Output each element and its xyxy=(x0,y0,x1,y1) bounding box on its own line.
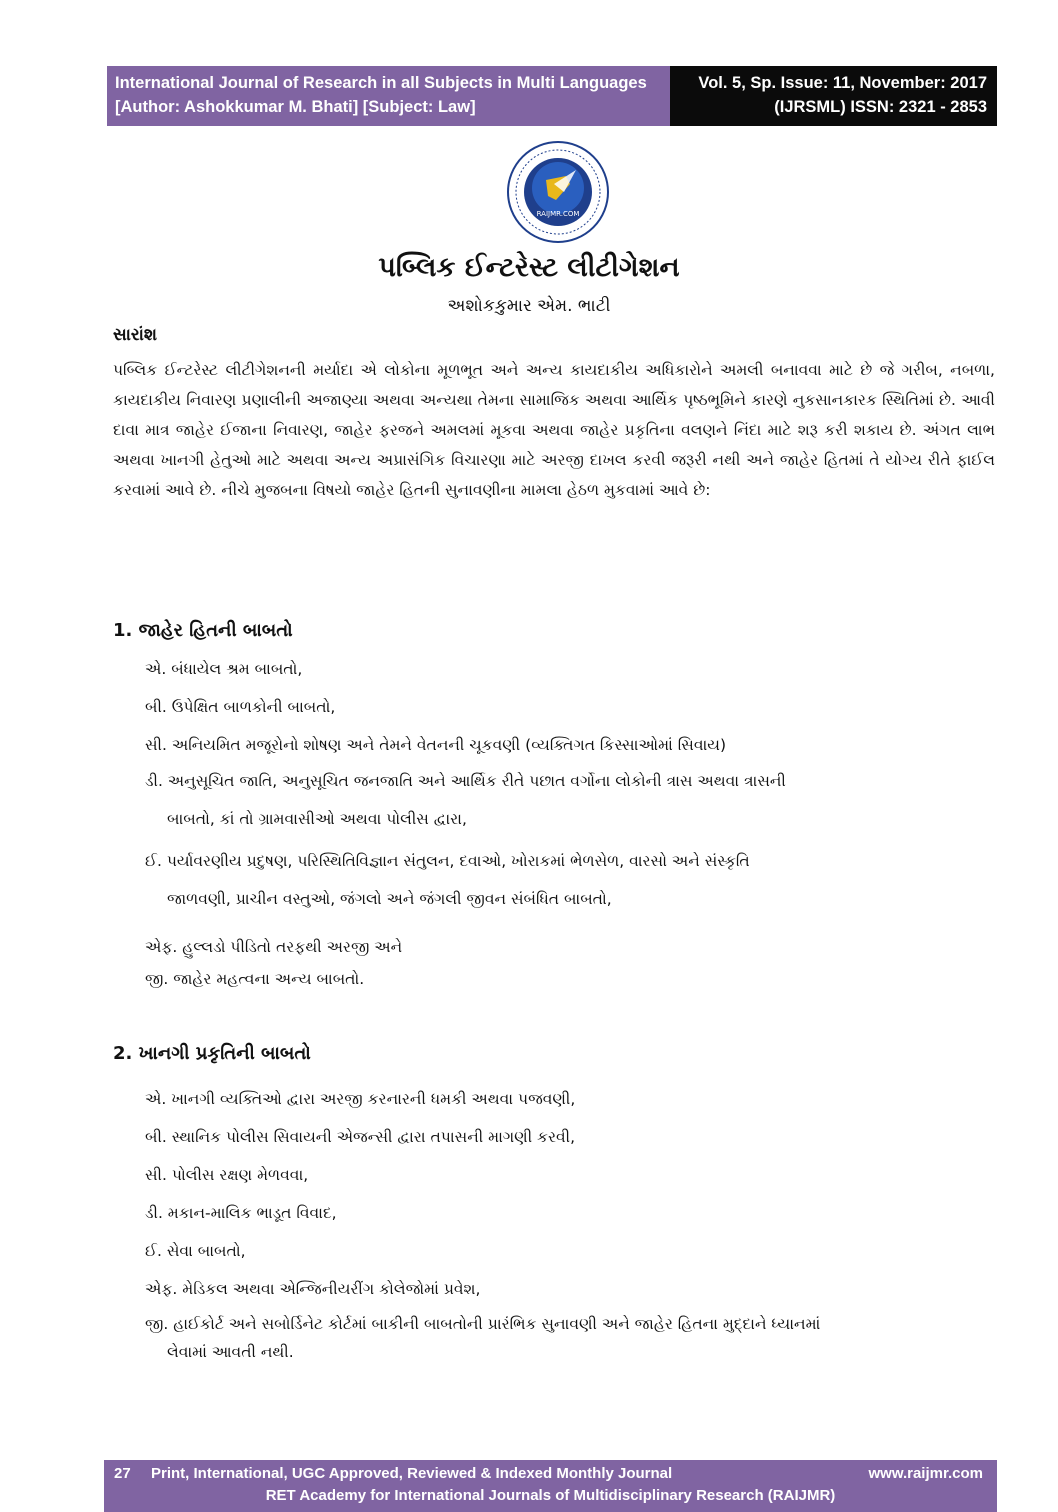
list-item xyxy=(145,766,997,834)
footer-url[interactable]: www.raijmr.com xyxy=(868,1465,983,1482)
page-footer xyxy=(104,1460,997,1512)
list-item: ડી. મકાન-માલિક ભાડૂત વિવાદ, xyxy=(145,1204,337,1222)
page-number: 27 xyxy=(114,1465,131,1482)
abstract-heading: સારાંશ xyxy=(113,325,157,345)
journal-name: International Journal of Research in all Subjects in Multi Languages xyxy=(115,74,647,92)
logo-text: RAIJMR.COM xyxy=(536,210,580,218)
header-left xyxy=(107,66,670,126)
list-item: સી. પોલીસ રક્ષણ મેળવવા, xyxy=(145,1166,309,1184)
list-item: બી. ઉપેક્ષિત બાળકોની બાબતો, xyxy=(145,698,336,716)
list-item xyxy=(145,846,997,914)
footer-journal-type: Print, International, UGC Approved, Reviewed & Indexed Monthly Journal xyxy=(151,1465,673,1482)
section-2-heading: 2. ખાનગી પ્રકૃતિની બાબતો xyxy=(113,1043,311,1064)
list-item: એફ. મેડિકલ અથવા એન્જિનીયરીંગ કોલેજોમાં પ્રવેશ, xyxy=(145,1280,481,1298)
section-1-heading: 1. જાહેર હિતની બાબતો xyxy=(113,620,293,641)
journal-logo xyxy=(506,140,610,244)
list-item-continuation: જાળવણી, પ્રાચીન વસ્તુઓ, જંગલો અને જંગલી જીવન સંબંધિત બાબતો, xyxy=(167,890,612,908)
list-item-text: ઈ. પર્યાવરણીય પ્રદુષણ, પરિસ્થિતિવિજ્ઞાન સંતુલન, દવાઓ, ખોરાકમાં ભેળસેળ, વારસો અને સંસ્કૃતિ xyxy=(145,852,750,870)
list-item: ઈ. સેવા બાબતો, xyxy=(145,1242,246,1260)
author-subject: [Author: Ashokkumar M. Bhati] [Subject: Law] xyxy=(115,98,476,116)
list-item-text: જી. હાઈકોર્ટ અને સબોર્ડિનેટ કોર્ટમાં બાકીની બાબતોની પ્રારંભિક સુનાવણી અને જાહેર હિતના મુદ્દાને ધ્યાનમાં xyxy=(145,1315,821,1333)
list-item: બી. સ્થાનિક પોલીસ સિવાયની એજન્સી દ્વારા તપાસની માગણી કરવી, xyxy=(145,1128,576,1146)
issn-info: (IJRSML) ISSN: 2321 - 2853 xyxy=(774,98,987,116)
abstract-text: પબ્લિક ઈન્ટરેસ્ટ લીટીગેશનની મર્યાદા એ લોકોના મૂળભૂત અને અન્ય કાયદાકીય અધિકારોને અમલી બનાવવા માટે છે જે ગરીબ, નબળા, કાયદાકીય નિવારણ પ્રણાલીની અજાણ્યા અથવા અન્યથા તેમના સામાજિક અથવા આર્થિક પૃષ્ઠભૂમિને કારણે નુકસાનકારક સ્થિતિમાં છે. આવી દાવા માત્ર જાહેર ઈજાના નિવારણ, જાહેર ફરજને અમલમાં મૂકવા અથવા જાહેર પ્રકૃતિના વલણને નિંદા માટે શરૂ કરી શકાય છે. અંગત લાભ અથવા ખાનગી હેતુઓ માટે અથવા અન્ય અપ્રાસંગિક વિચારણા માટે અરજી દાખલ કરવી જરૂરી નથી અને જાહેર હિતમાં તે યોગ્ય રીતે ફાઈલ કરવામાં આવે છે. નીચે મુજબના વિષયો જાહેર હિતની સુનાવણીના મામલા હેઠળ મુકવામાં આવે છે: xyxy=(113,361,995,499)
paper-author: અશોકકુમાર એમ. ભાટી xyxy=(447,296,611,316)
list-item: એફ. હુલ્લડો પીડિતો તરફથી અરજી અને xyxy=(145,938,403,956)
header-right xyxy=(670,66,997,126)
paper-title: પબ્લિક ઈન્ટરેસ્ટ લીટીગેશન xyxy=(378,252,680,283)
volume-info: Vol. 5, Sp. Issue: 11, November: 2017 xyxy=(698,74,987,92)
list-item: એ. ખાનગી વ્યક્તિઓ દ્વારા અરજી કરનારની ધમકી અથવા પજવણી, xyxy=(145,1090,576,1108)
list-item-continuation: લેવામાં આવતી નથી. xyxy=(167,1343,294,1361)
list-item: એ. બંધાયેલ શ્રમ બાબતો, xyxy=(145,660,303,678)
list-item-text: ડી. અનુસૂચિત જાતિ, અનુસૂચિત જનજાતિ અને આર્થિક રીતે પછાત વર્ગોના લોકોની ત્રાસ અથવા ત્રાસની xyxy=(145,772,786,790)
list-item xyxy=(145,1310,997,1366)
journal-header xyxy=(107,66,997,126)
footer-publisher: RET Academy for International Journals of Multidisciplinary Research (RAIJMR) xyxy=(265,1487,836,1504)
list-item: જી. જાહેર મહત્વના અન્ય બાબતો. xyxy=(145,970,365,988)
list-item-continuation: બાબતો, કાં તો ગ્રામવાસીઓ અથવા પોલીસ દ્વારા, xyxy=(167,810,467,828)
list-item: સી. અનિયમિત મજૂરોનો શોષણ અને તેમને વેતનની ચૂકવણી (વ્યક્તિગત કિસ્સાઓમાં સિવાય) xyxy=(145,736,727,754)
